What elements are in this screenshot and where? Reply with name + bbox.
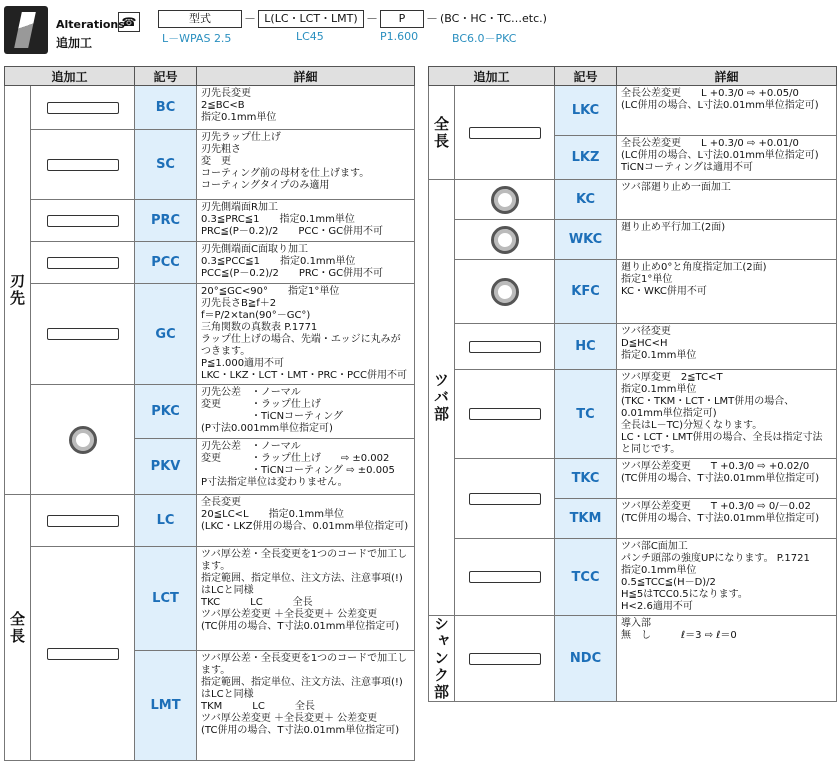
- table-row: [429, 180, 837, 220]
- detail-line: ツバ径変更: [621, 326, 671, 337]
- detail-lkz: [617, 136, 837, 180]
- figure-cell: [455, 459, 555, 539]
- punch-side-view-icon: [47, 257, 119, 269]
- detail-line: P寸法指定単位は変わりません。: [201, 477, 348, 488]
- detail-line: 廻り止め平行加工(2面): [621, 222, 726, 233]
- punch-side-view-icon: [469, 571, 541, 583]
- detail-line: 変 更: [201, 156, 232, 167]
- detail-lkc: [617, 86, 837, 136]
- code-pcc: PCC: [135, 242, 197, 284]
- detail-line: 刃先側端面R加工: [201, 202, 278, 213]
- detail-line: 2≦BC<B: [201, 100, 245, 111]
- punch-side-view-icon: [469, 341, 541, 353]
- col-proc: 追加工: [5, 67, 135, 86]
- detail-line: 三角関数の真数表 P.1771: [201, 322, 318, 333]
- table-row: [429, 459, 837, 499]
- punch-side-view-icon: [47, 328, 119, 340]
- table-row: [5, 495, 415, 547]
- code-lkz: LKZ: [555, 136, 617, 180]
- detail-line: 導入部: [621, 618, 652, 629]
- table-row: [429, 220, 837, 260]
- code-lct: LCT: [135, 547, 197, 651]
- detail-line: 刃先ラップ仕上げ: [201, 132, 281, 143]
- phone-icon: ☎: [118, 12, 140, 32]
- detail-line: ツバ厚公差変更 T +0.3/0 ⇨ 0/－0.02: [621, 501, 811, 512]
- table-row: [5, 385, 415, 439]
- table-row: [5, 284, 415, 385]
- detail-line: 0.3≦PCC≦1 指定0.1mm単位: [201, 256, 356, 267]
- punch-side-view-icon: [469, 653, 541, 665]
- detail-line: 指定0.1mm単位: [621, 384, 697, 395]
- detail-line: 全長変更: [201, 497, 242, 508]
- detail-pcc: [197, 242, 415, 284]
- code-prc: PRC: [135, 200, 197, 242]
- p-box: P: [380, 10, 424, 28]
- detail-tkm: [617, 499, 837, 539]
- detail-bc: [197, 86, 415, 130]
- detail-line: (LKC・LKZ併用の場合、0.01mm単位指定可): [201, 521, 409, 532]
- detail-line: 全長公差変更 L +0.3/0 ⇨ +0.05/0: [621, 88, 799, 99]
- code-tc: TC: [555, 370, 617, 459]
- detail-line: 刃先長さB≧f＋2: [201, 298, 277, 309]
- detail-line: (TC併用の場合、T寸法0.01mm単位指定可): [201, 725, 400, 736]
- dash-3: －: [426, 12, 439, 26]
- code-tkc: TKC: [555, 459, 617, 499]
- detail-line: H≦5はTCC0.5になります。: [621, 589, 748, 600]
- figure-cell: [455, 539, 555, 616]
- detail-line: ツバ厚公差・全長変更を1つのコードで加工します。: [201, 653, 408, 676]
- detail-line: PRC≦(P－0.2)/2 PCC・GC併用不可: [201, 226, 384, 237]
- group-label: 全長: [5, 495, 31, 761]
- table-row: [429, 260, 837, 324]
- detail-lc: [197, 495, 415, 547]
- detail-line: ・TiCNコーティング ⇨ ±0.005: [201, 465, 395, 476]
- col-code-right: 記号: [555, 67, 617, 86]
- detail-line: ツバ厚公差変更 ＋全長変更＋ 公差変更: [201, 609, 378, 620]
- figure-cell: [455, 180, 555, 220]
- detail-wkc: [617, 220, 837, 260]
- group-label: シャンク部: [429, 616, 455, 702]
- detail-line: 刃先公差 ・ノーマル: [201, 387, 301, 398]
- detail-line: 20°≦GC<90° 指定1°単位: [201, 286, 340, 297]
- col-proc-right: 追加工: [429, 67, 555, 86]
- detail-line: (P寸法0.001mm単位指定可): [201, 423, 333, 434]
- figure-cell: [455, 86, 555, 180]
- detail-line: 指定範囲、指定単位、注文方法、注意事項(!)はLCと同様: [201, 573, 403, 596]
- detail-line: 指定1°単位: [621, 274, 673, 285]
- detail-line: f＝P/2×tan(90°－GC°): [201, 310, 311, 321]
- detail-line: H<2.6適用不可: [621, 601, 693, 612]
- detail-lmt: [197, 651, 415, 761]
- detail-line: (LC併用の場合、L寸法0.01mm単位指定可): [621, 150, 819, 161]
- punch-top-view-icon: [491, 186, 519, 214]
- table-row: [429, 370, 837, 459]
- dash-1: －: [244, 12, 257, 26]
- col-detail-right: 詳細: [617, 67, 837, 86]
- detail-sc: [197, 130, 415, 200]
- detail-line: 指定0.1mm単位: [201, 112, 277, 123]
- code-pkv: PKV: [135, 439, 197, 495]
- code-wkc: WKC: [555, 220, 617, 260]
- detail-line: 20≦LC<L 指定0.1mm単位: [201, 509, 345, 520]
- example-suffix: BC6.0－PKC: [452, 32, 517, 45]
- punch-side-view-icon: [47, 515, 119, 527]
- figure-cell: [31, 284, 135, 385]
- detail-tkc: [617, 459, 837, 499]
- model-box: 型式: [158, 10, 242, 28]
- detail-line: KC・WKC併用不可: [621, 286, 707, 297]
- detail-line: 無 し ℓ＝3 ⇨ ℓ＝0: [621, 630, 737, 641]
- detail-line: 指定範囲、指定単位、注文方法、注意事項(!)はLCと同様: [201, 677, 403, 700]
- detail-line: D≦HC<H: [621, 338, 668, 349]
- detail-line: 0.5≦TCC≦(H－D)/2: [621, 577, 716, 588]
- detail-line: 指定0.1mm単位: [621, 350, 697, 361]
- detail-kfc: [617, 260, 837, 324]
- detail-tc: [617, 370, 837, 459]
- code-bc: BC: [135, 86, 197, 130]
- drill-logo-icon: [4, 6, 48, 54]
- detail-line: 刃先粗さ: [201, 144, 242, 155]
- group-label: 全長: [429, 86, 455, 180]
- suffix-label: (BC・HC・TC…etc.): [440, 12, 547, 25]
- punch-top-view-icon: [69, 426, 97, 454]
- detail-kc: [617, 180, 837, 220]
- figure-cell: [31, 130, 135, 200]
- length-box: L(LC・LCT・LMT): [258, 10, 364, 28]
- table-row: [5, 130, 415, 200]
- detail-line: TKM LC 全長: [201, 701, 315, 712]
- figure-cell: [31, 495, 135, 547]
- punch-side-view-icon: [469, 493, 541, 505]
- detail-line: 指定0.1mm単位: [621, 565, 697, 576]
- detail-line: ラップ仕上げの場合、先端・エッジに丸みがつきます。: [201, 334, 401, 357]
- col-code: 記号: [135, 67, 197, 86]
- punch-top-view-icon: [491, 278, 519, 306]
- punch-side-view-icon: [469, 408, 541, 420]
- table-row: [429, 539, 837, 616]
- punch-side-view-icon: [47, 102, 119, 114]
- detail-line: ツバ厚公差・全長変更を1つのコードで加工します。: [201, 549, 408, 572]
- detail-line: パンチ頭部の強度UPになります。 P.1721: [621, 553, 810, 564]
- punch-side-view-icon: [469, 127, 541, 139]
- right-table: [428, 66, 837, 702]
- detail-line: P≦1.000適用不可: [201, 358, 285, 369]
- code-pkc: PKC: [135, 385, 197, 439]
- detail-line: TKC LC 全長: [201, 597, 313, 608]
- figure-cell: [31, 547, 135, 761]
- detail-line: 変更 ・ラップ仕上げ: [201, 399, 321, 410]
- example-p: P1.600: [380, 30, 419, 43]
- detail-line: ツバ部C面加工: [621, 541, 688, 552]
- detail-line: ツバ部廻り止め一面加工: [621, 182, 731, 193]
- code-kfc: KFC: [555, 260, 617, 324]
- group-label: 刃先: [5, 86, 31, 495]
- group-label: ツバ部: [429, 180, 455, 616]
- figure-cell: [455, 616, 555, 702]
- detail-line: (TC併用の場合、T寸法0.01mm単位指定可): [621, 513, 820, 524]
- figure-cell: [31, 200, 135, 242]
- detail-line: TiCNコーティングは適用不可: [621, 162, 754, 173]
- table-row: [5, 200, 415, 242]
- table-row: [5, 547, 415, 651]
- detail-pkv: [197, 439, 415, 495]
- figure-cell: [455, 260, 555, 324]
- example-model: L－WPAS 2.5: [162, 32, 232, 45]
- detail-line: LC・LCT・LMT併用の場合、全長は指定寸法と同じです。: [621, 432, 823, 455]
- code-tkm: TKM: [555, 499, 617, 539]
- detail-line: コーティングタイプのみ適用: [201, 180, 330, 191]
- table-row: [5, 242, 415, 284]
- dash-2: －: [366, 12, 379, 26]
- detail-line: 刃先公差 ・ノーマル: [201, 441, 301, 452]
- detail-pkc: [197, 385, 415, 439]
- detail-line: (TC併用の場合、T寸法0.01mm単位指定可): [621, 473, 820, 484]
- table-row: [429, 324, 837, 370]
- detail-prc: [197, 200, 415, 242]
- header: [0, 0, 840, 62]
- detail-line: LKC・LKZ・LCT・LMT・PRC・PCC併用不可: [201, 370, 407, 381]
- table-row: [429, 616, 837, 702]
- example-length: LC45: [296, 30, 324, 43]
- detail-line: (TC併用の場合、T寸法0.01mm単位指定可): [201, 621, 400, 632]
- code-hc: HC: [555, 324, 617, 370]
- detail-line: コーティング前の母材を仕上げます。: [201, 168, 370, 179]
- punch-side-view-icon: [47, 215, 119, 227]
- detail-line: PCC≦(P－0.2)/2 PRC・GC併用不可: [201, 268, 384, 279]
- code-tcc: TCC: [555, 539, 617, 616]
- table-row: [5, 86, 415, 130]
- code-kc: KC: [555, 180, 617, 220]
- alterations-jp-label: 追加工: [56, 36, 93, 50]
- detail-line: ツバ厚変更 2≦TC<T: [621, 372, 723, 383]
- figure-cell: [31, 86, 135, 130]
- col-detail: 詳細: [197, 67, 415, 86]
- punch-top-view-icon: [491, 226, 519, 254]
- alterations-label: Alterations: [56, 18, 125, 31]
- detail-tcc: [617, 539, 837, 616]
- left-table: [4, 66, 415, 761]
- code-lmt: LMT: [135, 651, 197, 761]
- code-gc: GC: [135, 284, 197, 385]
- figure-cell: [31, 242, 135, 284]
- code-ndc: NDC: [555, 616, 617, 702]
- figure-cell: [31, 385, 135, 495]
- figure-cell: [455, 370, 555, 459]
- table-row: [429, 86, 837, 136]
- code-lkc: LKC: [555, 86, 617, 136]
- code-sc: SC: [135, 130, 197, 200]
- detail-line: ・TiCNコーティング: [201, 411, 344, 422]
- detail-gc: [197, 284, 415, 385]
- detail-line: 刃先側端面C面取り加工: [201, 244, 308, 255]
- detail-lct: [197, 547, 415, 651]
- detail-line: (LC併用の場合、L寸法0.01mm単位指定可): [621, 100, 819, 111]
- code-lc: LC: [135, 495, 197, 547]
- figure-cell: [455, 220, 555, 260]
- detail-line: 刃先長変更: [201, 88, 252, 99]
- detail-line: 廻り止め0°と角度指定加工(2面): [621, 262, 767, 273]
- punch-side-view-icon: [47, 648, 119, 660]
- punch-side-view-icon: [47, 159, 119, 171]
- detail-line: 変更 ・ラップ仕上げ ⇨ ±0.002: [201, 453, 390, 464]
- detail-line: (TKC・TKM・LCT・LMT併用の場合、0.01mm単位指定可): [621, 396, 795, 419]
- detail-ndc: [617, 616, 837, 702]
- detail-hc: [617, 324, 837, 370]
- figure-cell: [455, 324, 555, 370]
- detail-line: 全長公差変更 L +0.3/0 ⇨ +0.01/0: [621, 138, 799, 149]
- detail-line: 0.3≦PRC≦1 指定0.1mm単位: [201, 214, 355, 225]
- detail-line: ツバ厚公差変更 T +0.3/0 ⇨ +0.02/0: [621, 461, 810, 472]
- detail-line: 全長はL－TC)分短くなります。: [621, 420, 763, 431]
- detail-line: ツバ厚公差変更 ＋全長変更＋ 公差変更: [201, 713, 378, 724]
